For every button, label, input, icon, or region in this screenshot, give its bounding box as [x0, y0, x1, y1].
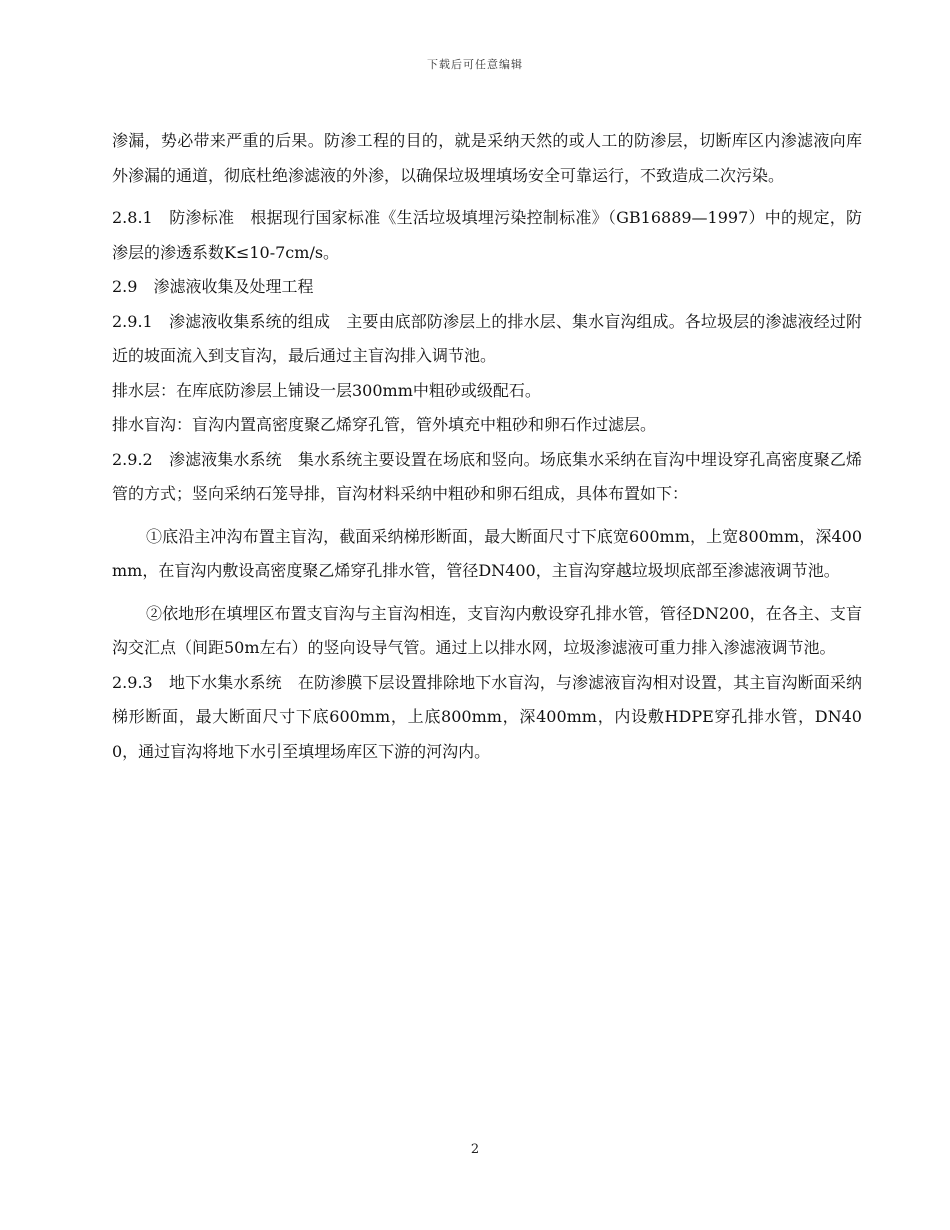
section-2-9-2: 2.9.2 渗滤液集水系统 集水系统主要设置在场底和竖向。场底集水采纳在盲沟中埋设穿孔高密度聚乙烯管的方式；竖向采纳石笼导排，盲沟材料采纳中粗砂和卵石组成，具体布置如下： — [112, 449, 862, 503]
paragraph-seepage-intro: 渗漏，势必带来严重的后果。防渗工程的目的，就是采纳天然的或人工的防渗层，切断库区内渗滤液向库外渗漏的通道，彻底杜绝渗滤液的外渗，以确保垃圾埋填场安全可靠运行，不致造成二次污染。 — [112, 131, 862, 185]
section-2-9-1: 2.9.1 渗滤液收集系统的组成 主要由底部防渗层上的排水层、集水盲沟组成。各垃圾层的渗滤液经过附近的坡面流入到支盲沟，最后通过主盲沟排入调节池。 — [112, 311, 862, 365]
page-header: 下载后可任意编辑 — [427, 58, 523, 71]
paragraph-drainage-ditch: 排水盲沟：盲沟内置高密度聚乙烯穿孔管，管外填充中粗砂和卵石作过滤层。 — [112, 415, 657, 434]
paragraph-drainage-layer: 排水层：在库底防渗层上铺设一层300mm中粗砂或级配石。 — [112, 380, 541, 400]
section-2-9-3: 2.9.3 地下水集水系统 在防渗膜下层设置排除地下水盲沟，与渗滤液盲沟相对设置，其主盲沟断面采纳梯形断面，最大断面尺寸下底600mm，上底800mm，深400mm，内设敷HDPE穿孔排水管，DN400，通过盲沟将地下水引至填埋场库区下游的河沟内。 — [112, 672, 862, 761]
list-item-main-ditch: ①底沿主冲沟布置主盲沟，截面采纳梯形断面，最大断面尺寸下底宽600mm，上宽800mm，深400mm，在盲沟内敷设高密度聚乙烯穿孔排水管，管径DN400，主盲沟穿越垃圾坝底部至渗滤液调节池。 — [112, 526, 862, 580]
section-heading-2-9: 2.9 渗滤液收集及处理工程 — [112, 277, 314, 296]
section-2-8-1: 2.8.1 防渗标准 根据现行国家标准《生活垃圾填埋污染控制标准》（GB16889—1997）中的规定，防渗层的渗透系数K≤10-7cm/s。 — [112, 208, 862, 262]
page-number: 2 — [470, 1142, 480, 1157]
document-body — [112, 124, 862, 769]
list-item-branch-ditch: ②依地形在填埋区布置支盲沟与主盲沟相连，支盲沟内敷设穿孔排水管，管径DN200，在各主、支盲沟交汇点（间距50m左右）的竖向设导气管。通过上以排水网，垃圾渗滤液可重力排入渗滤液调节池。 — [112, 603, 862, 657]
